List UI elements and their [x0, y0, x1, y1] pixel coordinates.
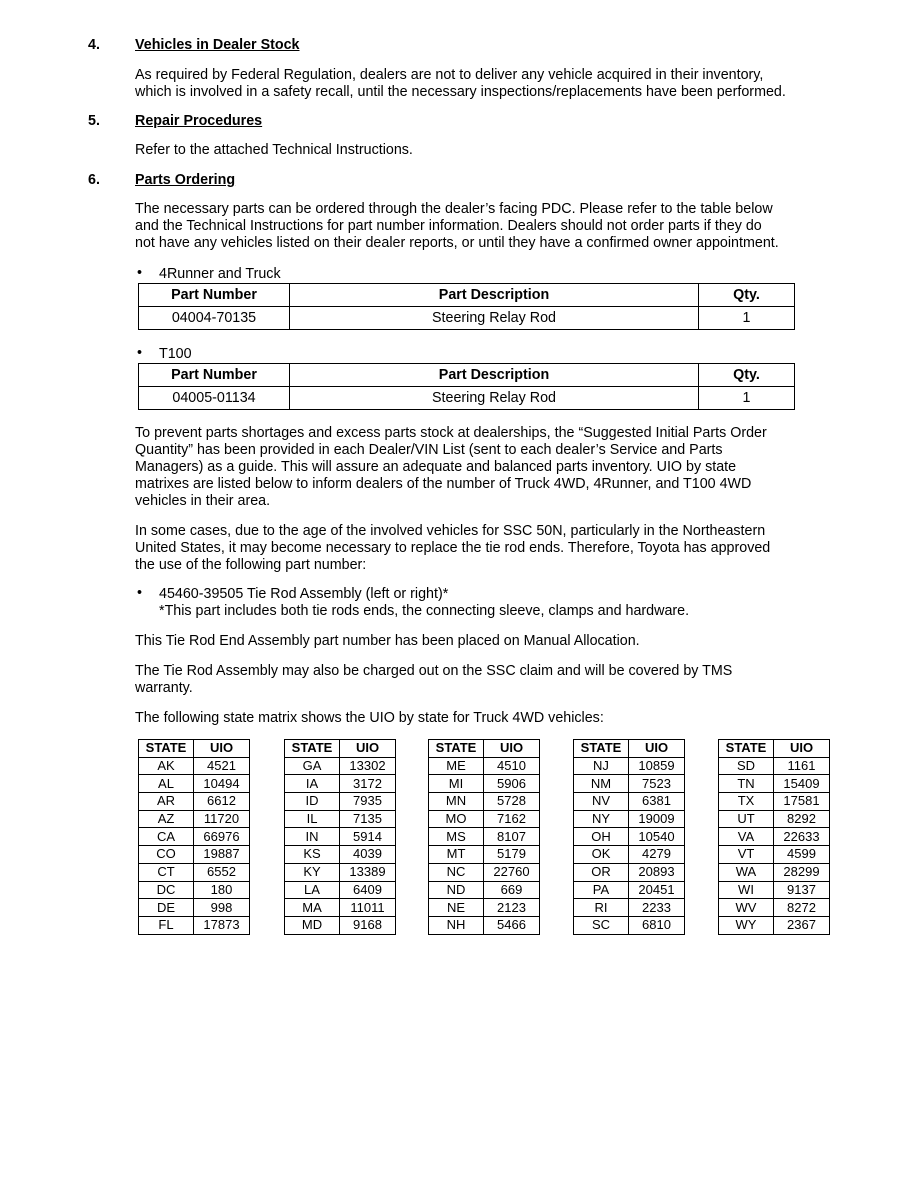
uio-cell: 11011 — [340, 899, 396, 917]
state-cell: TX — [719, 793, 774, 811]
state-cell: MS — [429, 828, 484, 846]
uio-cell: 4521 — [194, 757, 250, 775]
repair-paragraph: Refer to the attached Technical Instructions. — [135, 142, 413, 158]
table-header-row — [139, 740, 250, 758]
table-row — [429, 846, 540, 864]
table-row — [574, 828, 685, 846]
uio-cell: 13302 — [340, 757, 396, 775]
section-number-6: 6. — [88, 172, 100, 188]
table-row — [285, 916, 396, 934]
table-row — [285, 846, 396, 864]
state-cell: VA — [719, 828, 774, 846]
uio-cell: 1161 — [774, 757, 830, 775]
state-cell: GA — [285, 757, 340, 775]
table-row — [139, 387, 795, 410]
header-state: STATE — [139, 740, 194, 758]
table-header-row — [719, 740, 830, 758]
state-cell: SC — [574, 916, 629, 934]
table-row — [429, 881, 540, 899]
uio-cell: 19009 — [629, 810, 685, 828]
table-row — [719, 863, 830, 881]
state-cell: AL — [139, 775, 194, 793]
state-cell: MT — [429, 846, 484, 864]
state-cell: IA — [285, 775, 340, 793]
state-cell: CT — [139, 863, 194, 881]
uio-cell: 11720 — [194, 810, 250, 828]
uio-cell: 5728 — [484, 793, 540, 811]
text-line: the use of the following part number: — [135, 557, 367, 573]
cases-paragraph — [135, 523, 835, 574]
header-state: STATE — [719, 740, 774, 758]
table-row — [719, 916, 830, 934]
uio-cell: 6612 — [194, 793, 250, 811]
table-row — [139, 863, 250, 881]
header-uio: UIO — [774, 740, 830, 758]
uio-cell: 22760 — [484, 863, 540, 881]
state-cell: NE — [429, 899, 484, 917]
state-cell: OK — [574, 846, 629, 864]
qty-cell: 1 — [699, 307, 795, 330]
state-cell: IL — [285, 810, 340, 828]
uio-cell: 4510 — [484, 757, 540, 775]
text-line: vehicles in their area. — [135, 493, 271, 509]
table-row — [139, 757, 250, 775]
state-cell: MN — [429, 793, 484, 811]
state-cell: KY — [285, 863, 340, 881]
text-line: Quantity” has been provided in each Dealer/VIN List (sent to each dealer’s Service and Parts — [135, 442, 723, 458]
part-description-cell: Steering Relay Rod — [290, 307, 699, 330]
state-cell: NM — [574, 775, 629, 793]
table-row — [574, 881, 685, 899]
part-description-cell: Steering Relay Rod — [290, 387, 699, 410]
state-cell: ME — [429, 757, 484, 775]
state-cell: DC — [139, 881, 194, 899]
uio-cell: 2233 — [629, 899, 685, 917]
state-cell: MO — [429, 810, 484, 828]
uio-cell: 5906 — [484, 775, 540, 793]
text-line: In some cases, due to the age of the involved vehicles for SSC 50N, particularly in the Northeastern — [135, 523, 766, 539]
uio-cell: 17873 — [194, 916, 250, 934]
header-state: STATE — [429, 740, 484, 758]
state-cell: AR — [139, 793, 194, 811]
text-line: The Tie Rod Assembly may also be charged out on the SSC claim and will be covered by TMS — [135, 663, 733, 679]
state-cell: IN — [285, 828, 340, 846]
parts-table-label: T100 — [159, 346, 192, 362]
uio-cell: 5179 — [484, 846, 540, 864]
table-row — [285, 881, 396, 899]
table-row — [139, 881, 250, 899]
text-line: warranty. — [135, 680, 193, 696]
uio-cell: 998 — [194, 899, 250, 917]
table-row — [719, 775, 830, 793]
state-cell: OH — [574, 828, 629, 846]
text-line: 45460-39505 Tie Rod Assembly (left or right)* — [159, 586, 449, 602]
text-line: and the Technical Instructions for part number information. Dealers should not order parts if they do — [135, 218, 762, 234]
state-cell: VT — [719, 846, 774, 864]
uio-cell: 7523 — [629, 775, 685, 793]
header-part-number: Part Number — [139, 364, 290, 387]
state-matrix-table — [284, 739, 396, 935]
section-heading-repair: Repair Procedures — [135, 113, 263, 129]
table-row — [285, 775, 396, 793]
tierod-bullet — [159, 586, 689, 620]
header-part-description: Part Description — [290, 364, 699, 387]
table-row — [139, 307, 795, 330]
section-number-5: 5. — [88, 113, 100, 129]
state-cell: MI — [429, 775, 484, 793]
header-uio: UIO — [340, 740, 396, 758]
header-uio: UIO — [194, 740, 250, 758]
uio-cell: 3172 — [340, 775, 396, 793]
state-cell: CA — [139, 828, 194, 846]
state-cell: AK — [139, 757, 194, 775]
matrix-intro: The following state matrix shows the UIO by state for Truck 4WD vehicles: — [135, 710, 604, 726]
uio-cell: 66976 — [194, 828, 250, 846]
uio-cell: 17581 — [774, 793, 830, 811]
state-cell: MD — [285, 916, 340, 934]
state-cell: WV — [719, 899, 774, 917]
table-row — [574, 757, 685, 775]
state-cell: NY — [574, 810, 629, 828]
state-cell: WI — [719, 881, 774, 899]
state-matrix-table — [718, 739, 830, 935]
state-cell: UT — [719, 810, 774, 828]
state-cell: TN — [719, 775, 774, 793]
uio-cell: 9137 — [774, 881, 830, 899]
dealer-stock-paragraph — [135, 67, 835, 101]
table-row — [429, 757, 540, 775]
table-row — [139, 775, 250, 793]
state-cell: DE — [139, 899, 194, 917]
uio-cell: 8107 — [484, 828, 540, 846]
uio-cell: 180 — [194, 881, 250, 899]
table-header-row — [139, 364, 795, 387]
parts-table-label: 4Runner and Truck — [159, 266, 281, 282]
uio-cell: 4599 — [774, 846, 830, 864]
state-cell: CO — [139, 846, 194, 864]
state-cell: ID — [285, 793, 340, 811]
table-row — [719, 846, 830, 864]
section-heading-parts-ordering: Parts Ordering — [135, 172, 236, 188]
allocation-paragraph: This Tie Rod End Assembly part number has been placed on Manual Allocation. — [135, 633, 640, 649]
table-row — [574, 810, 685, 828]
table-row — [285, 810, 396, 828]
table-header-row — [139, 284, 795, 307]
uio-cell: 13389 — [340, 863, 396, 881]
table-row — [719, 757, 830, 775]
state-cell: AZ — [139, 810, 194, 828]
state-cell: PA — [574, 881, 629, 899]
state-cell: MA — [285, 899, 340, 917]
state-cell: OR — [574, 863, 629, 881]
uio-cell: 20893 — [629, 863, 685, 881]
header-state: STATE — [574, 740, 629, 758]
table-header-row — [574, 740, 685, 758]
header-qty: Qty. — [699, 364, 795, 387]
uio-cell: 10540 — [629, 828, 685, 846]
text-line: not have any vehicles listed on their dealer reports, or until they have a confirmed owner appointment. — [135, 235, 779, 251]
header-part-description: Part Description — [290, 284, 699, 307]
uio-cell: 7135 — [340, 810, 396, 828]
qty-cell: 1 — [699, 387, 795, 410]
state-cell: RI — [574, 899, 629, 917]
table-row — [719, 899, 830, 917]
uio-cell: 7162 — [484, 810, 540, 828]
uio-cell: 6409 — [340, 881, 396, 899]
text-line: As required by Federal Regulation, dealers are not to deliver any vehicle acquired in their inventory, — [135, 67, 764, 83]
table-row — [139, 828, 250, 846]
uio-cell: 15409 — [774, 775, 830, 793]
table-row — [429, 793, 540, 811]
uio-cell: 5914 — [340, 828, 396, 846]
text-line: United States, it may become necessary to replace the tie rod ends. Therefore, Toyota has approved — [135, 540, 771, 556]
uio-cell: 5466 — [484, 916, 540, 934]
table-row — [139, 793, 250, 811]
header-state: STATE — [285, 740, 340, 758]
state-cell: WY — [719, 916, 774, 934]
table-header-row — [285, 740, 396, 758]
table-row — [429, 810, 540, 828]
ordering-paragraph — [135, 201, 835, 252]
bullet-symbol: • — [137, 345, 143, 361]
table-header-row — [429, 740, 540, 758]
text-line: which is involved in a safety recall, until the necessary inspections/replacements have been performed. — [135, 84, 786, 100]
table-row — [285, 828, 396, 846]
uio-cell: 19887 — [194, 846, 250, 864]
section-number-4: 4. — [88, 37, 100, 53]
part-number-cell: 04005-01134 — [139, 387, 290, 410]
table-row — [574, 863, 685, 881]
parts-table-4runner-truck — [138, 283, 795, 330]
uio-cell: 6810 — [629, 916, 685, 934]
table-row — [429, 828, 540, 846]
shortage-paragraph — [135, 425, 835, 510]
table-row — [719, 881, 830, 899]
state-cell: NC — [429, 863, 484, 881]
uio-cell: 6381 — [629, 793, 685, 811]
bullet-symbol: • — [137, 585, 143, 601]
state-cell: ND — [429, 881, 484, 899]
uio-cell: 8272 — [774, 899, 830, 917]
table-row — [574, 846, 685, 864]
parts-table-t100 — [138, 363, 795, 410]
header-uio: UIO — [629, 740, 685, 758]
table-row — [285, 793, 396, 811]
state-matrix-table — [138, 739, 250, 935]
uio-cell: 2123 — [484, 899, 540, 917]
table-row — [719, 793, 830, 811]
header-uio: UIO — [484, 740, 540, 758]
text-line: matrixes are listed below to inform dealers of the number of Truck 4WD, 4Runner, and T100 4WD — [135, 476, 752, 492]
uio-cell: 4279 — [629, 846, 685, 864]
part-number-cell: 04004-70135 — [139, 307, 290, 330]
table-row — [719, 828, 830, 846]
uio-cell: 8292 — [774, 810, 830, 828]
text-line: The necessary parts can be ordered through the dealer’s facing PDC. Please refer to the table below — [135, 201, 773, 217]
state-cell: LA — [285, 881, 340, 899]
table-row — [139, 810, 250, 828]
state-cell: WA — [719, 863, 774, 881]
table-row — [574, 916, 685, 934]
table-row — [574, 899, 685, 917]
text-line: Managers) as a guide. This will assure an adequate and balanced parts inventory. UIO by state — [135, 459, 737, 475]
table-row — [285, 863, 396, 881]
table-row — [429, 899, 540, 917]
uio-cell: 10859 — [629, 757, 685, 775]
uio-cell: 9168 — [340, 916, 396, 934]
state-cell: FL — [139, 916, 194, 934]
table-row — [285, 899, 396, 917]
uio-cell: 6552 — [194, 863, 250, 881]
state-cell: NH — [429, 916, 484, 934]
table-row — [139, 899, 250, 917]
uio-cell: 20451 — [629, 881, 685, 899]
table-row — [139, 916, 250, 934]
uio-cell: 4039 — [340, 846, 396, 864]
table-row — [574, 775, 685, 793]
uio-cell: 28299 — [774, 863, 830, 881]
table-row — [139, 846, 250, 864]
header-qty: Qty. — [699, 284, 795, 307]
uio-cell: 669 — [484, 881, 540, 899]
text-line: To prevent parts shortages and excess parts stock at dealerships, the “Suggested Initial Parts Order — [135, 425, 767, 441]
bullet-symbol: • — [137, 265, 143, 281]
table-row — [429, 916, 540, 934]
state-matrix-table — [428, 739, 540, 935]
uio-cell: 22633 — [774, 828, 830, 846]
uio-cell: 2367 — [774, 916, 830, 934]
table-row — [429, 775, 540, 793]
text-line: *This part includes both tie rods ends, the connecting sleeve, clamps and hardware. — [159, 603, 690, 619]
table-row — [285, 757, 396, 775]
section-heading-dealer-stock: Vehicles in Dealer Stock — [135, 37, 300, 53]
table-row — [574, 793, 685, 811]
claim-paragraph — [135, 663, 835, 697]
uio-cell: 10494 — [194, 775, 250, 793]
state-cell: NV — [574, 793, 629, 811]
state-matrix-table — [573, 739, 685, 935]
uio-cell: 7935 — [340, 793, 396, 811]
state-cell: NJ — [574, 757, 629, 775]
state-cell: KS — [285, 846, 340, 864]
table-row — [719, 810, 830, 828]
header-part-number: Part Number — [139, 284, 290, 307]
state-cell: SD — [719, 757, 774, 775]
table-row — [429, 863, 540, 881]
